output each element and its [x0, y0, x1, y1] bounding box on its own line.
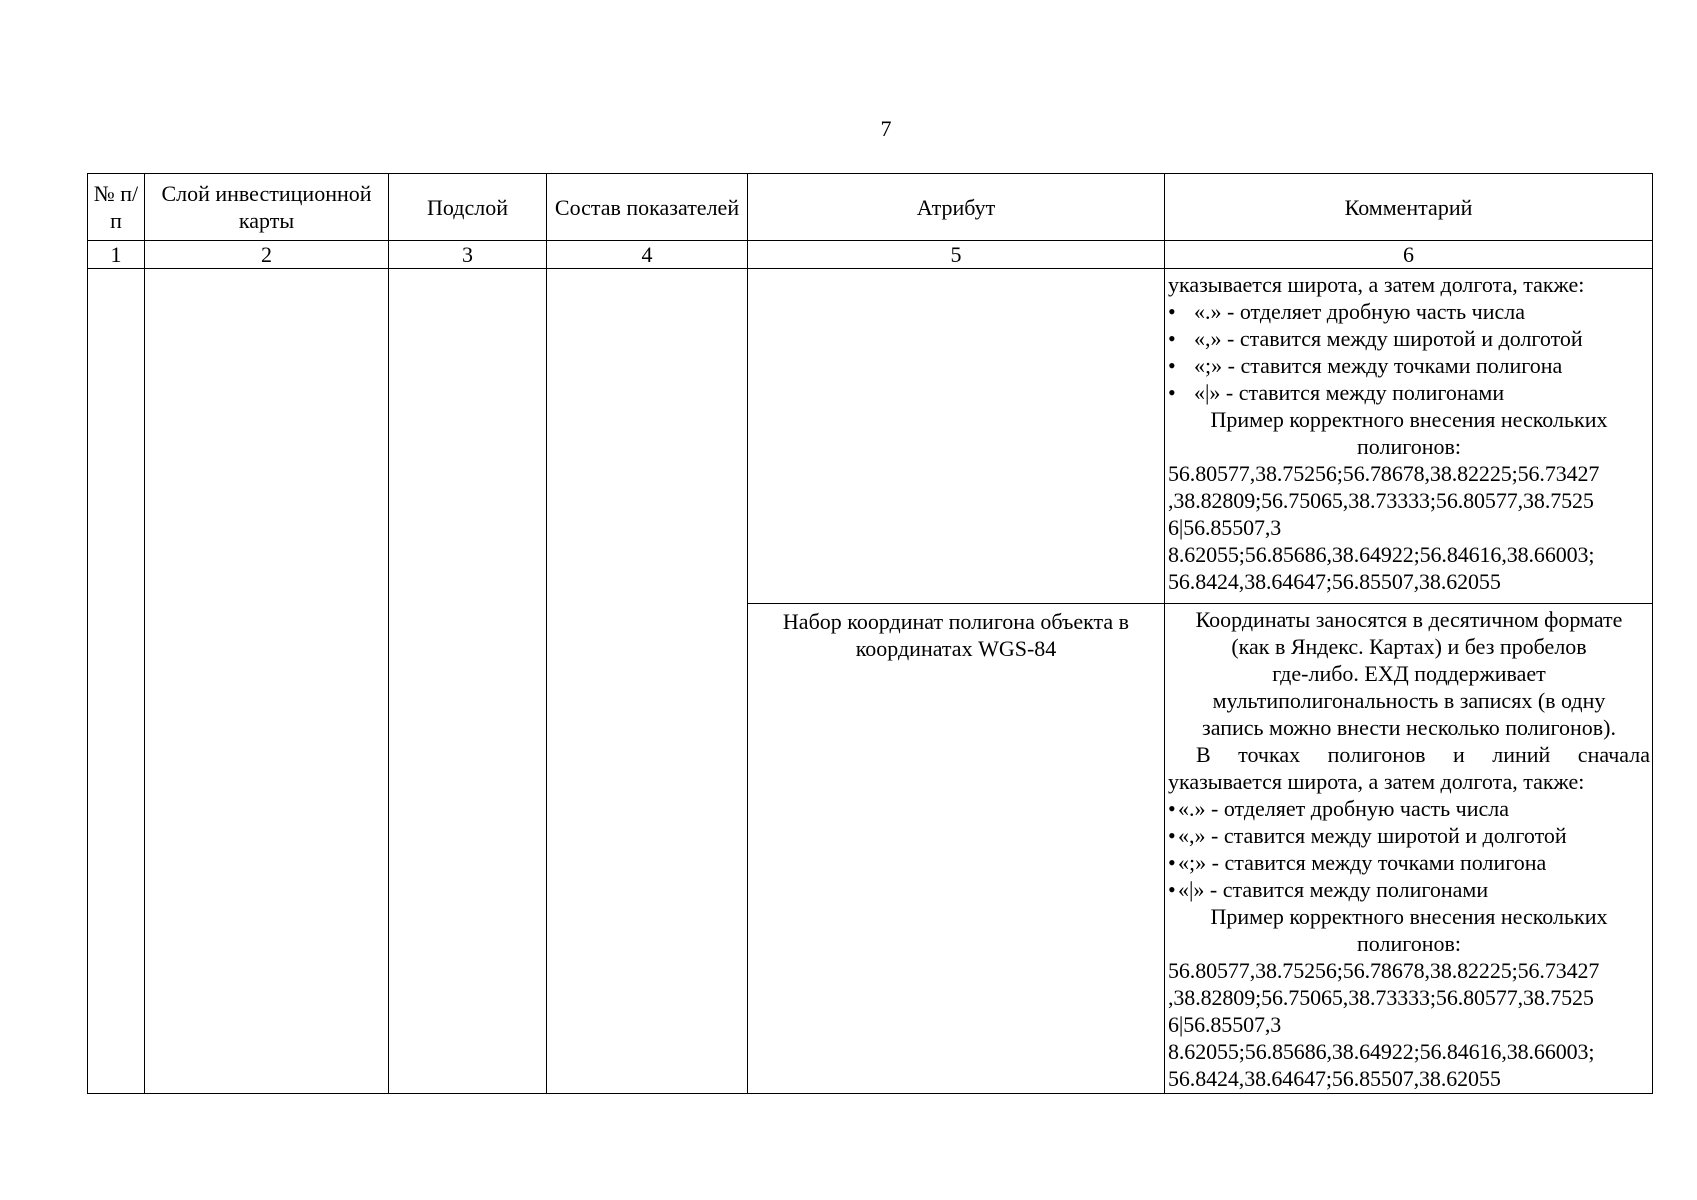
coordinates-line: 6|56.85507,3 — [1168, 1012, 1282, 1037]
table-row — [88, 269, 1653, 604]
bullet-icon: • — [1168, 326, 1176, 351]
example-title-continued: полигонов: — [1357, 434, 1461, 459]
bullet-icon: • — [1168, 823, 1176, 848]
header-row — [88, 174, 1653, 241]
bullet-item — [1168, 352, 1650, 379]
bullet-icon: • — [1168, 353, 1176, 378]
bullet-icon: • — [1168, 796, 1176, 821]
bullet-text: «,» - ставится между широтой и долготой — [1178, 823, 1567, 848]
bullet-text: «;» - ставится между точками полигона — [1194, 353, 1563, 378]
bullet-text: «;» - ставится между точками полигона — [1178, 850, 1547, 875]
coordinates-line: 56.8424,38.64647;56.85507,38.62055 — [1168, 1066, 1501, 1091]
coordinates-line: 8.62055;56.85686,38.64922;56.84616,38.66003; — [1168, 542, 1595, 567]
column-number: 5 — [748, 241, 1165, 269]
bullet-text: «,» - ставится между широтой и долготой — [1194, 326, 1583, 351]
bullet-text: «|» - ставится между полигонами — [1178, 877, 1489, 902]
column-number-row — [88, 241, 1653, 269]
coordinates-line: 6|56.85507,3 — [1168, 515, 1282, 540]
coordinates-line: ,38.82809;56.75065,38.73333;56.80577,38.7525 — [1168, 985, 1594, 1010]
bullet-item — [1168, 876, 1650, 903]
column-number: 3 — [389, 241, 547, 269]
bullet-icon: • — [1168, 877, 1176, 902]
comment-intro: указывается широта, а затем долгота, также: — [1168, 769, 1585, 794]
bullet-icon: • — [1168, 850, 1176, 875]
header-attribute: Атрибут — [748, 174, 1165, 241]
bullet-item — [1168, 822, 1650, 849]
column-number: 6 — [1165, 241, 1653, 269]
bullet-icon: • — [1168, 299, 1176, 324]
bullet-item — [1168, 379, 1650, 406]
comment-paragraph-line: Координаты заносятся в десятичном формате — [1195, 607, 1623, 632]
attributes-table — [87, 173, 1653, 1094]
cell-comment — [1165, 604, 1653, 1094]
column-number: 4 — [547, 241, 748, 269]
bullet-text: «.» - отделяет дробную часть числа — [1178, 796, 1509, 821]
cell-attribute: Набор координат полигона объекта в координатах WGS-84 — [748, 604, 1165, 1094]
coordinates-line: 56.8424,38.64647;56.85507,38.62055 — [1168, 569, 1501, 594]
cell-indicators — [547, 269, 748, 1094]
comment-justified-line: В точках полигонов и линий сначала — [1196, 742, 1650, 767]
column-number: 1 — [88, 241, 145, 269]
column-number: 2 — [145, 241, 389, 269]
bullet-item — [1168, 795, 1650, 822]
bullet-text: «|» - ставится между полигонами — [1194, 380, 1505, 405]
coordinates-line: ,38.82809;56.75065,38.73333;56.80577,38.7525 — [1168, 488, 1594, 513]
header-layer: Слой инвестиционной карты — [145, 174, 389, 241]
comment-intro: указывается широта, а затем долгота, также: — [1168, 272, 1585, 297]
comment-paragraph-line: где-либо. ЕХД поддерживает — [1272, 661, 1546, 686]
comment-paragraph-line: (как в Яндекс. Картах) и без пробелов — [1231, 634, 1587, 659]
example-title: Пример корректного внесения нескольких — [1210, 904, 1608, 929]
bullet-icon: • — [1168, 380, 1176, 405]
coordinates-line: 56.80577,38.75256;56.78678,38.82225;56.73427 — [1168, 958, 1600, 983]
cell-layer — [145, 269, 389, 1094]
comment-paragraph-line: мультиполигональность в записях (в одну — [1212, 688, 1606, 713]
bullet-text: «.» - отделяет дробную часть числа — [1194, 299, 1525, 324]
example-title: Пример корректного внесения нескольких — [1210, 407, 1608, 432]
header-number: № п/п — [88, 174, 145, 241]
cell-attribute — [748, 269, 1165, 604]
cell-number — [88, 269, 145, 1094]
coordinates-line: 8.62055;56.85686,38.64922;56.84616,38.66003; — [1168, 1039, 1595, 1064]
bullet-item — [1168, 325, 1650, 352]
page-number: 7 — [880, 116, 892, 141]
header-sublayer: Подслой — [389, 174, 547, 241]
bullet-item — [1168, 849, 1650, 876]
bullet-item — [1168, 298, 1650, 325]
cell-comment — [1165, 269, 1653, 604]
header-indicators: Состав показателей — [547, 174, 748, 241]
header-comment: Комментарий — [1165, 174, 1653, 241]
comment-paragraph-line: запись можно внести несколько полигонов). — [1202, 715, 1616, 740]
cell-sublayer — [389, 269, 547, 1094]
example-title-continued: полигонов: — [1357, 931, 1461, 956]
coordinates-line: 56.80577,38.75256;56.78678,38.82225;56.73427 — [1168, 461, 1600, 486]
